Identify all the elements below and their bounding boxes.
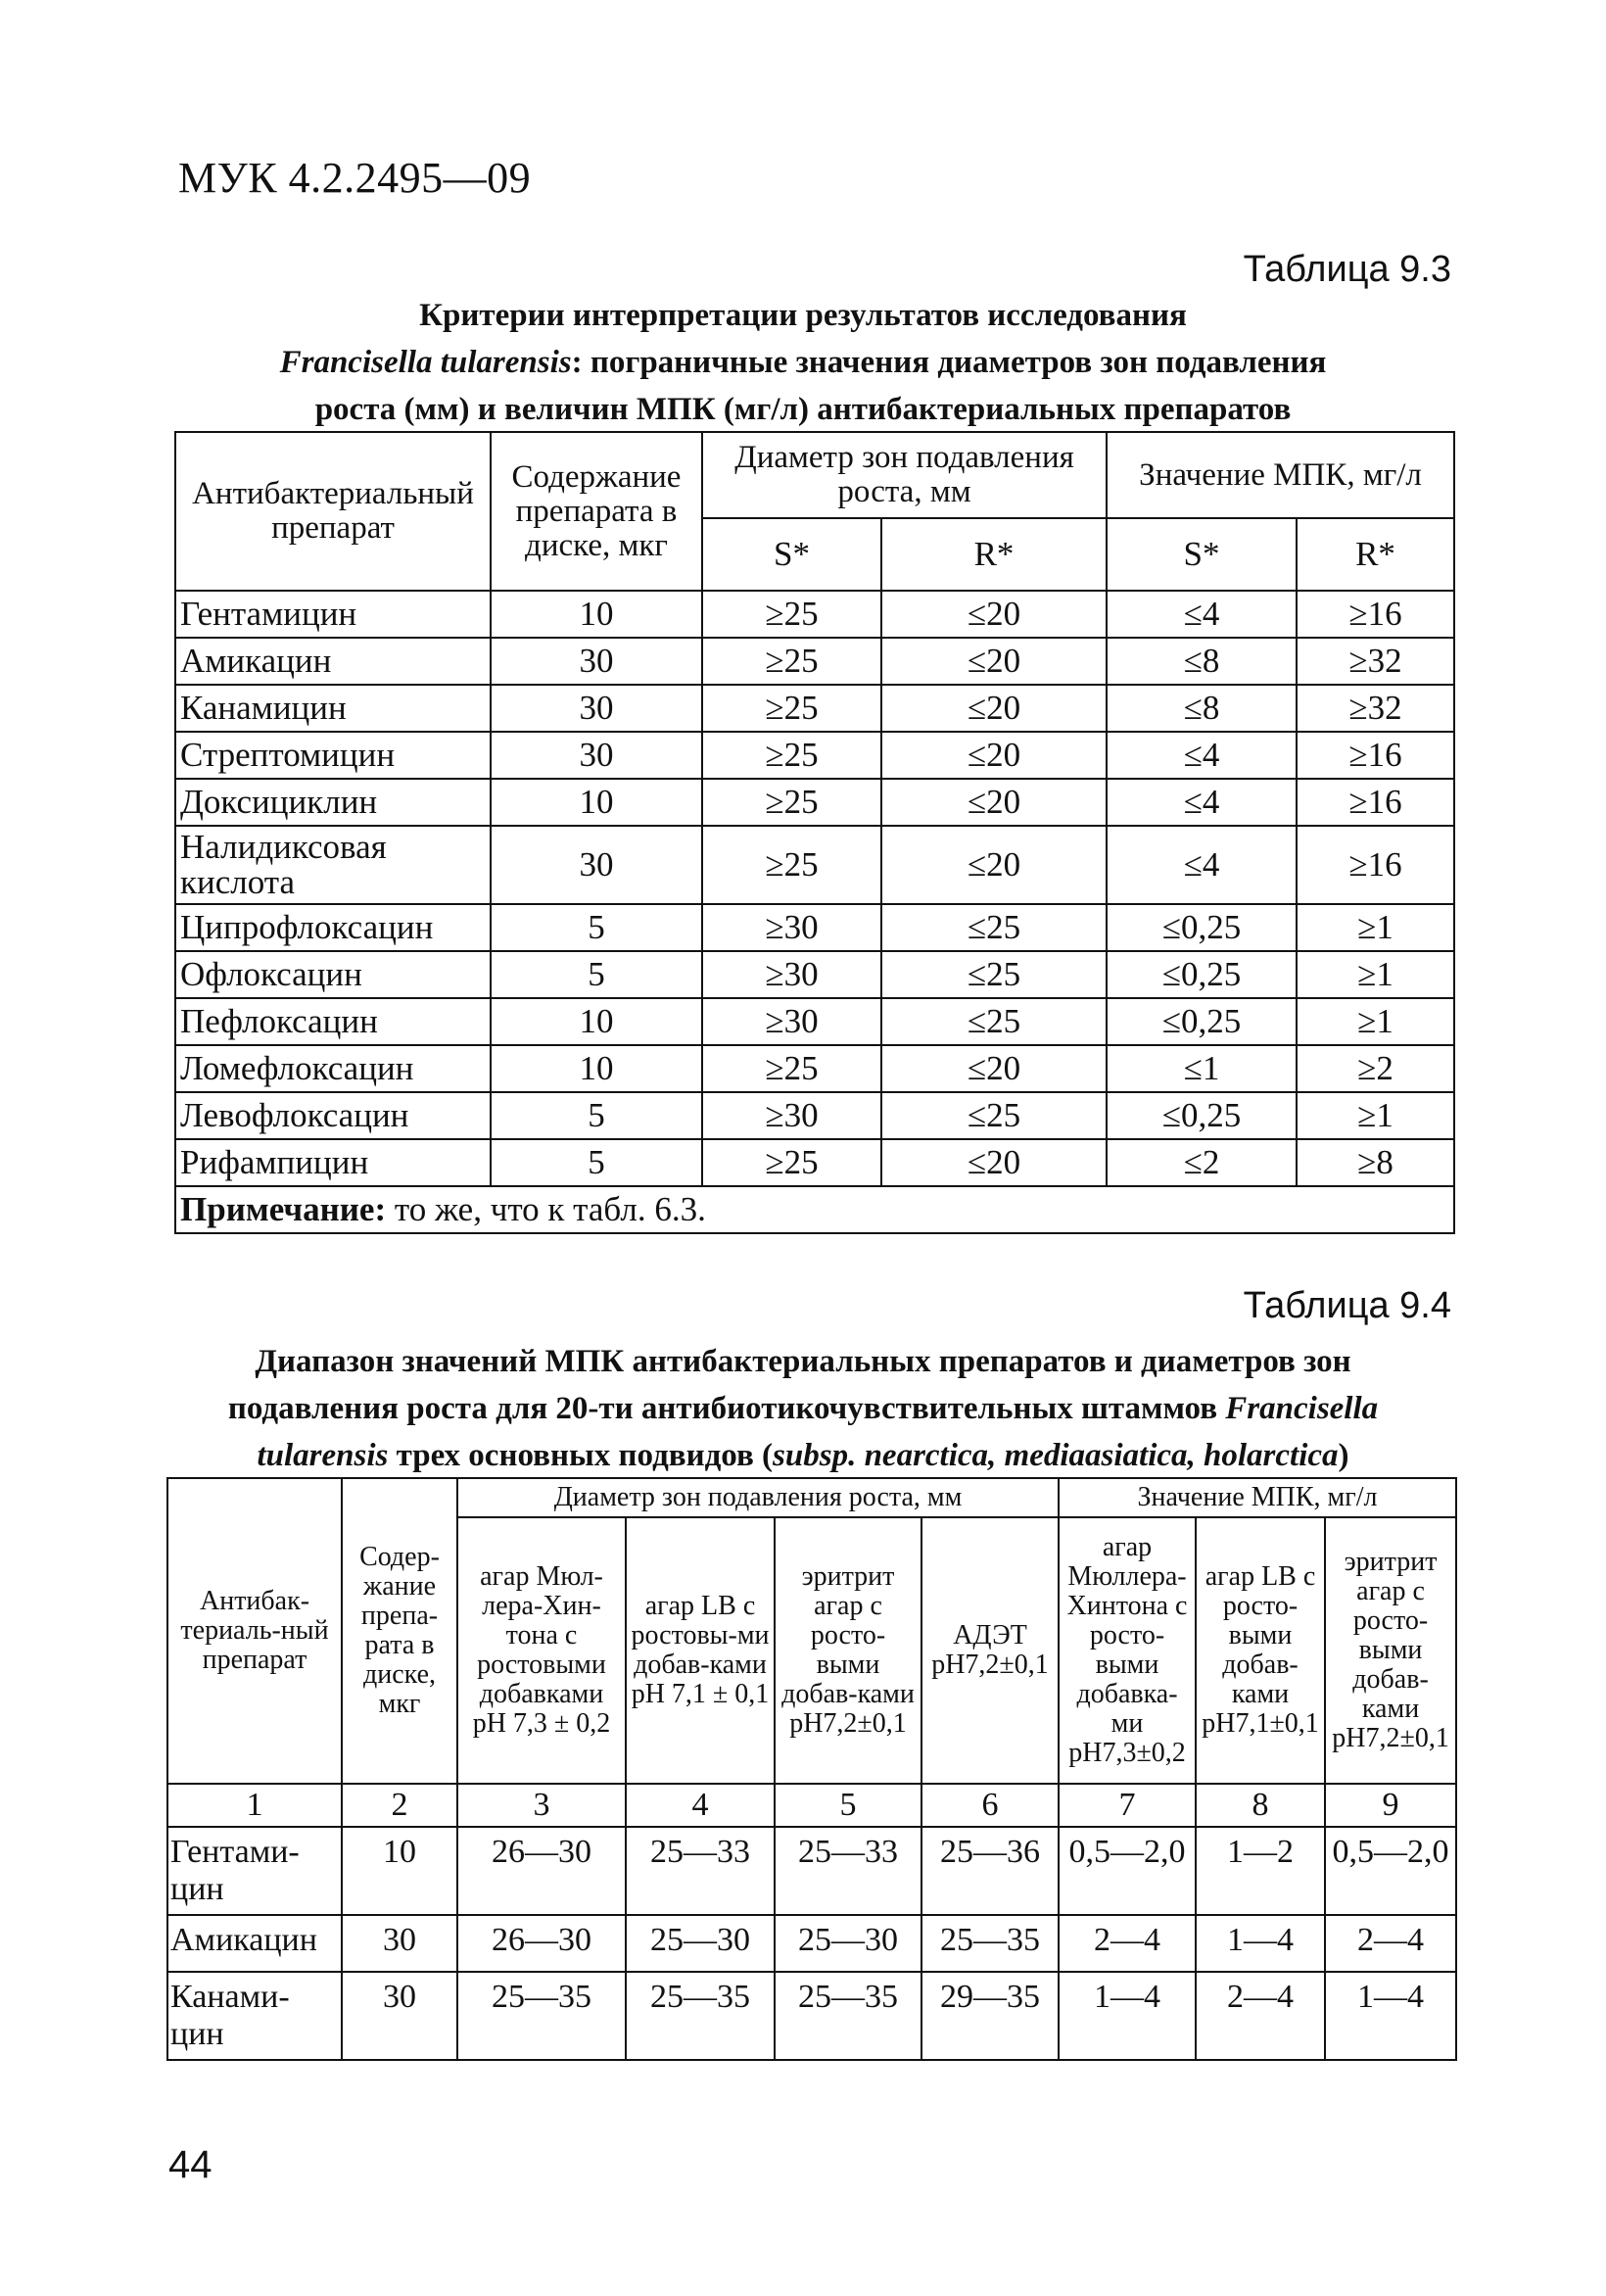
- value-cell-c7: 0,5—2,0: [1059, 1827, 1196, 1915]
- header-drug: Антибактериальный препарат: [175, 432, 491, 591]
- mic-s-cell: ≤4: [1107, 732, 1297, 779]
- value-cell-c3: 26—30: [457, 1827, 626, 1915]
- column-number: 6: [921, 1784, 1059, 1827]
- t94-header-content: Содер-жание препа-рата в диске, мкг: [342, 1478, 457, 1784]
- drug-name: Гентами-цин: [167, 1827, 342, 1915]
- drug-name: Амикацин: [167, 1915, 342, 1972]
- mic-r-cell: ≥1: [1297, 904, 1454, 951]
- value-cell-c6: 29—35: [921, 1972, 1059, 2060]
- diameter-s-cell: ≥25: [702, 732, 881, 779]
- t94-header-c7: агар Мюллера-Хинтона с росто-выми добавка-ми pH7,3±0,2: [1059, 1517, 1196, 1784]
- value-cell-c4: 25—33: [626, 1827, 775, 1915]
- column-number: 9: [1325, 1784, 1456, 1827]
- diameter-s-cell: ≥25: [702, 638, 881, 685]
- column-number-row: [167, 1784, 1456, 1827]
- value-cell-c5: 25—30: [775, 1915, 921, 1972]
- mic-r-cell: ≥16: [1297, 591, 1454, 638]
- value-cell-c3: 25—35: [457, 1972, 626, 2060]
- drug-name: Налидиксовая кислота: [175, 826, 491, 904]
- t94-header-mic: Значение МПК, мг/л: [1059, 1478, 1456, 1517]
- table-row: [167, 1827, 1456, 1915]
- mic-r-cell: ≥16: [1297, 732, 1454, 779]
- mic-r-cell: ≥32: [1297, 638, 1454, 685]
- column-number: 2: [342, 1784, 457, 1827]
- column-number: 1: [167, 1784, 342, 1827]
- table-row: [175, 998, 1454, 1045]
- drug-name: Доксициклин: [175, 779, 491, 826]
- drug-name: Офлоксацин: [175, 951, 491, 998]
- table-9-4: [166, 1477, 1457, 2061]
- diameter-r-cell: ≤20: [881, 779, 1107, 826]
- mic-s-cell: ≤1: [1107, 1045, 1297, 1092]
- table-row: [167, 1972, 1456, 2060]
- drug-name: Гентамицин: [175, 591, 491, 638]
- table-row: [175, 732, 1454, 779]
- mic-r-cell: ≥1: [1297, 998, 1454, 1045]
- diameter-r-cell: ≤25: [881, 998, 1107, 1045]
- t94-header-diameter: Диаметр зон подавления роста, мм: [457, 1478, 1059, 1517]
- column-number: 7: [1059, 1784, 1196, 1827]
- value-cell-c4: 25—30: [626, 1915, 775, 1972]
- drug-name: Канамицин: [175, 685, 491, 732]
- table-row: [167, 1915, 1456, 1972]
- header-mic-s: S*: [1107, 518, 1297, 591]
- table-row: [175, 685, 1454, 732]
- value-cell-c7: 2—4: [1059, 1915, 1196, 1972]
- diameter-s-cell: ≥30: [702, 998, 881, 1045]
- value-cell-c6: 25—36: [921, 1827, 1059, 1915]
- table-9-3-note: Примечание: то же, что к табл. 6.3.: [175, 1186, 1454, 1233]
- mic-s-cell: ≤2: [1107, 1139, 1297, 1186]
- mic-r-cell: ≥16: [1297, 826, 1454, 904]
- diameter-r-cell: ≤20: [881, 685, 1107, 732]
- mic-r-cell: ≥1: [1297, 951, 1454, 998]
- value-cell-c9: 2—4: [1325, 1915, 1456, 1972]
- header-diameter-r: R*: [881, 518, 1107, 591]
- diameter-s-cell: ≥25: [702, 779, 881, 826]
- diameter-r-cell: ≤20: [881, 732, 1107, 779]
- diameter-s-cell: ≥25: [702, 591, 881, 638]
- mic-r-cell: ≥2: [1297, 1045, 1454, 1092]
- header-mic-r: R*: [1297, 518, 1454, 591]
- t94-header-c6: АДЭТ pH7,2±0,1: [921, 1517, 1059, 1784]
- table-9-4-title: Диапазон значений МПК антибактериальных препаратов и диаметров зон подавления роста для 20-ти антибиотикочувствительных штаммов Francisella tularensis трех основных подвидов (subsp. nearctica, mediaasiatica, holarctica): [227, 1344, 1379, 1473]
- diameter-r-cell: ≤20: [881, 591, 1107, 638]
- table-row: [175, 638, 1454, 685]
- table-row: [175, 1045, 1454, 1092]
- column-number: 3: [457, 1784, 626, 1827]
- t94-header-c9: эритрит агар с росто-выми добав-ками pH7,2±0,1: [1325, 1517, 1456, 1784]
- drug-name: Ципрофлоксацин: [175, 904, 491, 951]
- value-cell-c7: 1—4: [1059, 1972, 1196, 2060]
- mic-s-cell: ≤4: [1107, 779, 1297, 826]
- header-diameter: Диаметр зон подавления роста, мм: [702, 432, 1107, 518]
- header-diameter-s: S*: [702, 518, 881, 591]
- drug-name: Пефлоксацин: [175, 998, 491, 1045]
- diameter-s-cell: ≥25: [702, 1139, 881, 1186]
- diameter-s-cell: ≥25: [702, 685, 881, 732]
- diameter-r-cell: ≤25: [881, 904, 1107, 951]
- content-cell: 10: [491, 1045, 702, 1092]
- drug-name: Стрептомицин: [175, 732, 491, 779]
- drug-name: Амикацин: [175, 638, 491, 685]
- page-number: 44: [168, 2143, 213, 2186]
- value-cell-c8: 1—2: [1196, 1827, 1325, 1915]
- header-content: Содержание препарата в диске, мкг: [491, 432, 702, 591]
- document-header: МУК 4.2.2495—09: [178, 154, 532, 202]
- mic-s-cell: ≤8: [1107, 638, 1297, 685]
- t94-header-c5: эритрит агар с росто-выми добав-ками pH7,2±0,1: [775, 1517, 921, 1784]
- value-cell-c9: 1—4: [1325, 1972, 1456, 2060]
- t94-header-c4: агар LB с ростовы-ми добав-ками pH 7,1 ± 0,1: [626, 1517, 775, 1784]
- drug-name: Рифампицин: [175, 1139, 491, 1186]
- t94-header-c8: агар LB с росто-выми добав-ками pH7,1±0,1: [1196, 1517, 1325, 1784]
- value-cell-c4: 25—35: [626, 1972, 775, 2060]
- drug-name: Левофлоксацин: [175, 1092, 491, 1139]
- value-cell-c6: 25—35: [921, 1915, 1059, 1972]
- value-cell-content: 10: [342, 1827, 457, 1915]
- content-cell: 30: [491, 638, 702, 685]
- mic-r-cell: ≥32: [1297, 685, 1454, 732]
- value-cell-c3: 26—30: [457, 1915, 626, 1972]
- value-cell-c8: 2—4: [1196, 1972, 1325, 2060]
- value-cell-c5: 25—35: [775, 1972, 921, 2060]
- table-row: [175, 779, 1454, 826]
- diameter-r-cell: ≤25: [881, 951, 1107, 998]
- mic-s-cell: ≤0,25: [1107, 998, 1297, 1045]
- table-row: [175, 904, 1454, 951]
- content-cell: 5: [491, 904, 702, 951]
- table-row: [175, 1092, 1454, 1139]
- column-number: 4: [626, 1784, 775, 1827]
- content-cell: 30: [491, 685, 702, 732]
- diameter-r-cell: ≤20: [881, 826, 1107, 904]
- content-cell: 5: [491, 951, 702, 998]
- content-cell: 5: [491, 1139, 702, 1186]
- table-9-3: [174, 431, 1455, 1234]
- mic-r-cell: ≥8: [1297, 1139, 1454, 1186]
- diameter-r-cell: ≤25: [881, 1092, 1107, 1139]
- mic-r-cell: ≥16: [1297, 779, 1454, 826]
- mic-s-cell: ≤0,25: [1107, 1092, 1297, 1139]
- table-9-4-label: Таблица 9.4: [1243, 1285, 1451, 1326]
- diameter-s-cell: ≥30: [702, 904, 881, 951]
- value-cell-content: 30: [342, 1972, 457, 2060]
- diameter-r-cell: ≤20: [881, 1139, 1107, 1186]
- diameter-s-cell: ≥30: [702, 951, 881, 998]
- diameter-r-cell: ≤20: [881, 638, 1107, 685]
- content-cell: 10: [491, 591, 702, 638]
- value-cell-c9: 0,5—2,0: [1325, 1827, 1456, 1915]
- mic-s-cell: ≤4: [1107, 826, 1297, 904]
- value-cell-c8: 1—4: [1196, 1915, 1325, 1972]
- column-number: 8: [1196, 1784, 1325, 1827]
- drug-name: Канами-цин: [167, 1972, 342, 2060]
- content-cell: 10: [491, 998, 702, 1045]
- mic-s-cell: ≤0,25: [1107, 904, 1297, 951]
- mic-s-cell: ≤8: [1107, 685, 1297, 732]
- table-9-3-label: Таблица 9.3: [1243, 249, 1451, 290]
- content-cell: 5: [491, 1092, 702, 1139]
- content-cell: 30: [491, 732, 702, 779]
- content-cell: 10: [491, 779, 702, 826]
- table-row: [175, 951, 1454, 998]
- diameter-r-cell: ≤20: [881, 1045, 1107, 1092]
- table-row: [175, 591, 1454, 638]
- table-row: [175, 826, 1454, 904]
- content-cell: 30: [491, 826, 702, 904]
- table-9-3-title: Критерии интерпретации результатов исследования Francisella tularensis: пограничные значения диаметров зон подавления роста (мм) и величин МПК (мг/л) антибактериальных препаратов: [279, 298, 1327, 427]
- diameter-s-cell: ≥30: [702, 1092, 881, 1139]
- value-cell-c5: 25—33: [775, 1827, 921, 1915]
- diameter-s-cell: ≥25: [702, 826, 881, 904]
- value-cell-content: 30: [342, 1915, 457, 1972]
- mic-s-cell: ≤0,25: [1107, 951, 1297, 998]
- t94-header-drug: Антибак-териаль-ный препарат: [167, 1478, 342, 1784]
- mic-r-cell: ≥1: [1297, 1092, 1454, 1139]
- mic-s-cell: ≤4: [1107, 591, 1297, 638]
- header-mic: Значение МПК, мг/л: [1107, 432, 1454, 518]
- diameter-s-cell: ≥25: [702, 1045, 881, 1092]
- drug-name: Ломефлоксацин: [175, 1045, 491, 1092]
- table-row: [175, 1139, 1454, 1186]
- column-number: 5: [775, 1784, 921, 1827]
- t94-header-c3: агар Мюл-лера-Хин-тона с ростовыми добавками pH 7,3 ± 0,2: [457, 1517, 626, 1784]
